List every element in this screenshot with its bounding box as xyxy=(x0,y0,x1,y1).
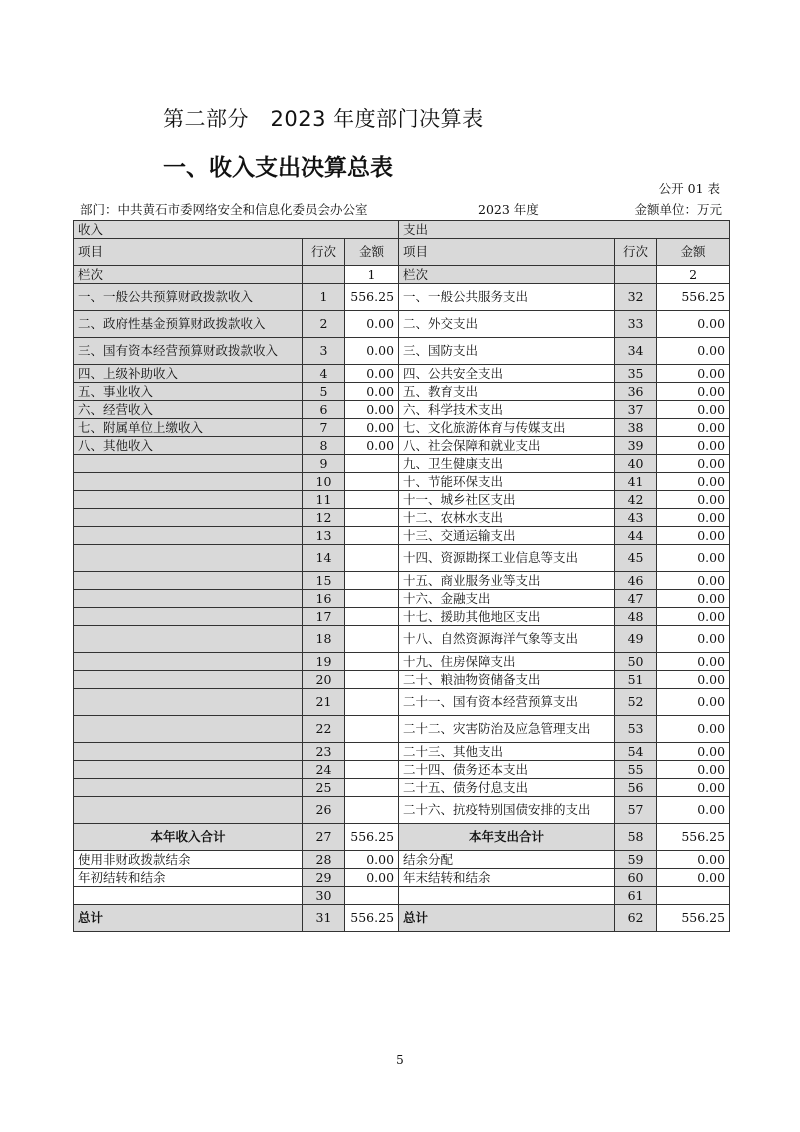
expense-item: 十、节能环保支出 xyxy=(399,473,615,491)
expense-amount: 0.00 xyxy=(657,437,730,455)
income-row-no: 3 xyxy=(303,338,345,365)
income-row-no: 31 xyxy=(303,905,345,932)
expense-amount: 0.00 xyxy=(657,401,730,419)
income-amount xyxy=(345,590,399,608)
expense-row-no: 35 xyxy=(615,365,657,383)
table-row xyxy=(74,779,730,797)
income-row-no: 20 xyxy=(303,671,345,689)
expense-amount: 0.00 xyxy=(657,779,730,797)
table-row xyxy=(74,626,730,653)
income-amount xyxy=(345,509,399,527)
expense-amount: 0.00 xyxy=(657,671,730,689)
income-column-index: 1 xyxy=(345,266,399,284)
income-item xyxy=(74,743,303,761)
expense-amount: 0.00 xyxy=(657,365,730,383)
income-item: 使用非财政拨款结余 xyxy=(74,851,303,869)
income-amount: 556.25 xyxy=(345,824,399,851)
expense-amount: 556.25 xyxy=(657,905,730,932)
expense-row-no: 58 xyxy=(615,824,657,851)
income-lanci-blank xyxy=(303,266,345,284)
expense-row-no: 53 xyxy=(615,716,657,743)
expense-row-no: 33 xyxy=(615,311,657,338)
income-row-no: 29 xyxy=(303,869,345,887)
income-row-no: 23 xyxy=(303,743,345,761)
expense-amount: 0.00 xyxy=(657,851,730,869)
income-section-label: 收入 xyxy=(74,221,399,239)
income-amount xyxy=(345,626,399,653)
income-row-no: 30 xyxy=(303,887,345,905)
expense-row-no: 46 xyxy=(615,572,657,590)
table-row xyxy=(74,383,730,401)
expense-row-no: 34 xyxy=(615,338,657,365)
income-amount xyxy=(345,797,399,824)
income-item xyxy=(74,626,303,653)
income-expense-table xyxy=(73,220,730,932)
income-amount xyxy=(345,743,399,761)
income-item xyxy=(74,509,303,527)
income-item xyxy=(74,887,303,905)
income-item-header: 项目 xyxy=(74,239,303,266)
table-title: 一、收入支出决算总表 xyxy=(163,155,393,181)
expense-amount: 0.00 xyxy=(657,527,730,545)
expense-row-no: 45 xyxy=(615,545,657,572)
income-amount xyxy=(345,761,399,779)
expense-item: 二、外交支出 xyxy=(399,311,615,338)
income-amount xyxy=(345,608,399,626)
income-item: 二、政府性基金预算财政拨款收入 xyxy=(74,311,303,338)
income-item xyxy=(74,590,303,608)
table-row xyxy=(74,572,730,590)
expense-item: 二十二、灾害防治及应急管理支出 xyxy=(399,716,615,743)
income-row-no: 8 xyxy=(303,437,345,455)
expense-row-no: 37 xyxy=(615,401,657,419)
expense-amount: 0.00 xyxy=(657,716,730,743)
expense-item: 一、一般公共服务支出 xyxy=(399,284,615,311)
income-item xyxy=(74,572,303,590)
table-row xyxy=(74,887,730,905)
income-row-no: 1 xyxy=(303,284,345,311)
expense-item: 三、国防支出 xyxy=(399,338,615,365)
income-amount xyxy=(345,653,399,671)
expense-item: 二十四、债务还本支出 xyxy=(399,761,615,779)
expense-amount: 0.00 xyxy=(657,653,730,671)
expense-amount: 0.00 xyxy=(657,608,730,626)
expense-row-no: 60 xyxy=(615,869,657,887)
table-row xyxy=(74,509,730,527)
table-row xyxy=(74,716,730,743)
income-row-no: 22 xyxy=(303,716,345,743)
expense-row-no: 50 xyxy=(615,653,657,671)
expense-amount: 556.25 xyxy=(657,284,730,311)
income-amount xyxy=(345,671,399,689)
expense-row-no: 54 xyxy=(615,743,657,761)
expense-amount: 0.00 xyxy=(657,491,730,509)
income-row-no: 28 xyxy=(303,851,345,869)
expense-amount: 0.00 xyxy=(657,797,730,824)
expense-item-header: 项目 xyxy=(399,239,615,266)
income-amount: 0.00 xyxy=(345,851,399,869)
expense-item: 二十三、其他支出 xyxy=(399,743,615,761)
income-item: 七、附属单位上缴收入 xyxy=(74,419,303,437)
expense-row-no: 44 xyxy=(615,527,657,545)
expense-item: 十一、城乡社区支出 xyxy=(399,491,615,509)
income-row-no: 13 xyxy=(303,527,345,545)
expense-row-no: 52 xyxy=(615,689,657,716)
expense-row-no: 43 xyxy=(615,509,657,527)
income-row-no: 21 xyxy=(303,689,345,716)
column-header-row xyxy=(74,239,730,266)
income-amount: 0.00 xyxy=(345,401,399,419)
table-row xyxy=(74,545,730,572)
income-item xyxy=(74,527,303,545)
income-row-no: 17 xyxy=(303,608,345,626)
income-amount-header: 金额 xyxy=(345,239,399,266)
income-row-no: 2 xyxy=(303,311,345,338)
income-item xyxy=(74,716,303,743)
department-label: 部门：中共黄石市委网络安全和信息化委员会办公室 xyxy=(80,202,368,217)
expense-amount: 0.00 xyxy=(657,869,730,887)
income-row-no: 18 xyxy=(303,626,345,653)
income-item: 四、上级补助收入 xyxy=(74,365,303,383)
income-amount: 0.00 xyxy=(345,419,399,437)
expense-amount-header: 金额 xyxy=(657,239,730,266)
expense-amount: 0.00 xyxy=(657,338,730,365)
unit-label: 金额单位：万元 xyxy=(634,202,722,217)
expense-item: 四、公共安全支出 xyxy=(399,365,615,383)
income-amount: 556.25 xyxy=(345,905,399,932)
expense-item: 八、社会保障和就业支出 xyxy=(399,437,615,455)
expense-amount: 0.00 xyxy=(657,761,730,779)
income-item xyxy=(74,545,303,572)
table-row xyxy=(74,284,730,311)
table-row xyxy=(74,797,730,824)
expense-row-no: 41 xyxy=(615,473,657,491)
expense-item: 十四、资源勘探工业信息等支出 xyxy=(399,545,615,572)
form-number: 公开 01 表 xyxy=(658,181,720,196)
expense-row-no: 40 xyxy=(615,455,657,473)
expense-amount: 0.00 xyxy=(657,383,730,401)
expense-item: 本年支出合计 xyxy=(399,824,615,851)
table-row xyxy=(74,311,730,338)
income-item xyxy=(74,455,303,473)
income-row-no: 24 xyxy=(303,761,345,779)
table-row xyxy=(74,689,730,716)
expense-row-no: 36 xyxy=(615,383,657,401)
expense-item: 年末结转和结余 xyxy=(399,869,615,887)
income-amount xyxy=(345,473,399,491)
income-amount: 0.00 xyxy=(345,869,399,887)
income-amount xyxy=(345,572,399,590)
income-item: 六、经营收入 xyxy=(74,401,303,419)
expense-amount: 0.00 xyxy=(657,743,730,761)
expense-amount xyxy=(657,887,730,905)
expense-amount: 0.00 xyxy=(657,455,730,473)
income-amount: 0.00 xyxy=(345,437,399,455)
expense-column-index: 2 xyxy=(657,266,730,284)
expense-row-no: 49 xyxy=(615,626,657,653)
expense-item: 十九、住房保障支出 xyxy=(399,653,615,671)
expense-amount: 0.00 xyxy=(657,311,730,338)
table-row xyxy=(74,365,730,383)
expense-item: 十六、金融支出 xyxy=(399,590,615,608)
table-row xyxy=(74,608,730,626)
income-amount xyxy=(345,455,399,473)
income-amount xyxy=(345,545,399,572)
expense-item: 总计 xyxy=(399,905,615,932)
table-row xyxy=(74,671,730,689)
expense-item: 二十五、债务付息支出 xyxy=(399,779,615,797)
income-item: 一、一般公共预算财政拨款收入 xyxy=(74,284,303,311)
income-amount xyxy=(345,491,399,509)
expense-amount: 0.00 xyxy=(657,626,730,653)
expense-item: 十八、自然资源海洋气象等支出 xyxy=(399,626,615,653)
table-row xyxy=(74,419,730,437)
expense-item: 五、教育支出 xyxy=(399,383,615,401)
expense-item: 九、卫生健康支出 xyxy=(399,455,615,473)
expense-amount: 556.25 xyxy=(657,824,730,851)
income-item xyxy=(74,608,303,626)
expense-item: 二十六、抗疫特别国债安排的支出 xyxy=(399,797,615,824)
expense-item: 二十、粮油物资储备支出 xyxy=(399,671,615,689)
table-row xyxy=(74,653,730,671)
table-row xyxy=(74,869,730,887)
expense-row-no: 32 xyxy=(615,284,657,311)
income-row-no: 10 xyxy=(303,473,345,491)
table-row xyxy=(74,455,730,473)
income-amount: 0.00 xyxy=(345,383,399,401)
expense-item: 结余分配 xyxy=(399,851,615,869)
expense-row-no: 57 xyxy=(615,797,657,824)
expense-item: 六、科学技术支出 xyxy=(399,401,615,419)
income-item: 本年收入合计 xyxy=(74,824,303,851)
expense-row-no: 62 xyxy=(615,905,657,932)
income-row-no: 15 xyxy=(303,572,345,590)
expense-amount: 0.00 xyxy=(657,689,730,716)
income-item: 三、国有资本经营预算财政拨款收入 xyxy=(74,338,303,365)
table-row xyxy=(74,401,730,419)
table-row xyxy=(74,338,730,365)
income-amount xyxy=(345,527,399,545)
table-row xyxy=(74,437,730,455)
table-row xyxy=(74,590,730,608)
income-row-no: 11 xyxy=(303,491,345,509)
income-row-no: 6 xyxy=(303,401,345,419)
grand-total-row xyxy=(74,905,730,932)
income-item xyxy=(74,671,303,689)
table-row xyxy=(74,491,730,509)
year-label: 2023 年度 xyxy=(478,202,539,217)
income-row-no: 19 xyxy=(303,653,345,671)
expense-amount: 0.00 xyxy=(657,572,730,590)
expense-item: 十三、交通运输支出 xyxy=(399,527,615,545)
table-row xyxy=(74,743,730,761)
expense-row-no: 61 xyxy=(615,887,657,905)
expense-row-no: 48 xyxy=(615,608,657,626)
income-lanci-label: 栏次 xyxy=(74,266,303,284)
column-index-row xyxy=(74,266,730,284)
expense-amount: 0.00 xyxy=(657,509,730,527)
expense-item: 十二、农林水支出 xyxy=(399,509,615,527)
income-item xyxy=(74,761,303,779)
income-item: 总计 xyxy=(74,905,303,932)
table-row xyxy=(74,761,730,779)
expense-amount: 0.00 xyxy=(657,545,730,572)
table-row xyxy=(74,473,730,491)
expense-amount: 0.00 xyxy=(657,473,730,491)
expense-item: 七、文化旅游体育与传媒支出 xyxy=(399,419,615,437)
expense-row-no: 59 xyxy=(615,851,657,869)
expense-section-label: 支出 xyxy=(399,221,730,239)
income-amount: 556.25 xyxy=(345,284,399,311)
expense-row-no: 51 xyxy=(615,671,657,689)
income-row-no: 12 xyxy=(303,509,345,527)
income-amount xyxy=(345,887,399,905)
income-row-no: 4 xyxy=(303,365,345,383)
income-row-no: 26 xyxy=(303,797,345,824)
expense-row-no: 47 xyxy=(615,590,657,608)
expense-row-no: 39 xyxy=(615,437,657,455)
income-item xyxy=(74,473,303,491)
income-item: 年初结转和结余 xyxy=(74,869,303,887)
income-row-no: 9 xyxy=(303,455,345,473)
income-item xyxy=(74,779,303,797)
income-row-no: 7 xyxy=(303,419,345,437)
income-row-no: 27 xyxy=(303,824,345,851)
expense-lanci-label: 栏次 xyxy=(399,266,615,284)
income-amount: 0.00 xyxy=(345,338,399,365)
income-row-no: 25 xyxy=(303,779,345,797)
expense-item: 二十一、国有资本经营预算支出 xyxy=(399,689,615,716)
expense-amount: 0.00 xyxy=(657,590,730,608)
year-total-row xyxy=(74,824,730,851)
section-header-row xyxy=(74,221,730,239)
income-amount: 0.00 xyxy=(345,311,399,338)
income-item xyxy=(74,797,303,824)
income-amount xyxy=(345,779,399,797)
income-row-no: 5 xyxy=(303,383,345,401)
expense-item: 十七、援助其他地区支出 xyxy=(399,608,615,626)
expense-row-no: 55 xyxy=(615,761,657,779)
expense-lanci-blank xyxy=(615,266,657,284)
table-meta xyxy=(80,200,722,218)
expense-row-no-header: 行次 xyxy=(615,239,657,266)
income-amount xyxy=(345,689,399,716)
part-title: 第二部分 2023 年度部门决算表 xyxy=(163,107,484,131)
expense-row-no: 42 xyxy=(615,491,657,509)
income-row-no-header: 行次 xyxy=(303,239,345,266)
income-item xyxy=(74,491,303,509)
income-item: 五、事业收入 xyxy=(74,383,303,401)
table-row xyxy=(74,851,730,869)
income-amount: 0.00 xyxy=(345,365,399,383)
income-row-no: 16 xyxy=(303,590,345,608)
income-row-no: 14 xyxy=(303,545,345,572)
expense-item: 十五、商业服务业等支出 xyxy=(399,572,615,590)
income-amount xyxy=(345,716,399,743)
expense-item xyxy=(399,887,615,905)
income-item xyxy=(74,653,303,671)
expense-row-no: 38 xyxy=(615,419,657,437)
table-row xyxy=(74,527,730,545)
page-number: 5 xyxy=(396,1053,404,1067)
expense-amount: 0.00 xyxy=(657,419,730,437)
income-item xyxy=(74,689,303,716)
expense-row-no: 56 xyxy=(615,779,657,797)
income-item: 八、其他收入 xyxy=(74,437,303,455)
